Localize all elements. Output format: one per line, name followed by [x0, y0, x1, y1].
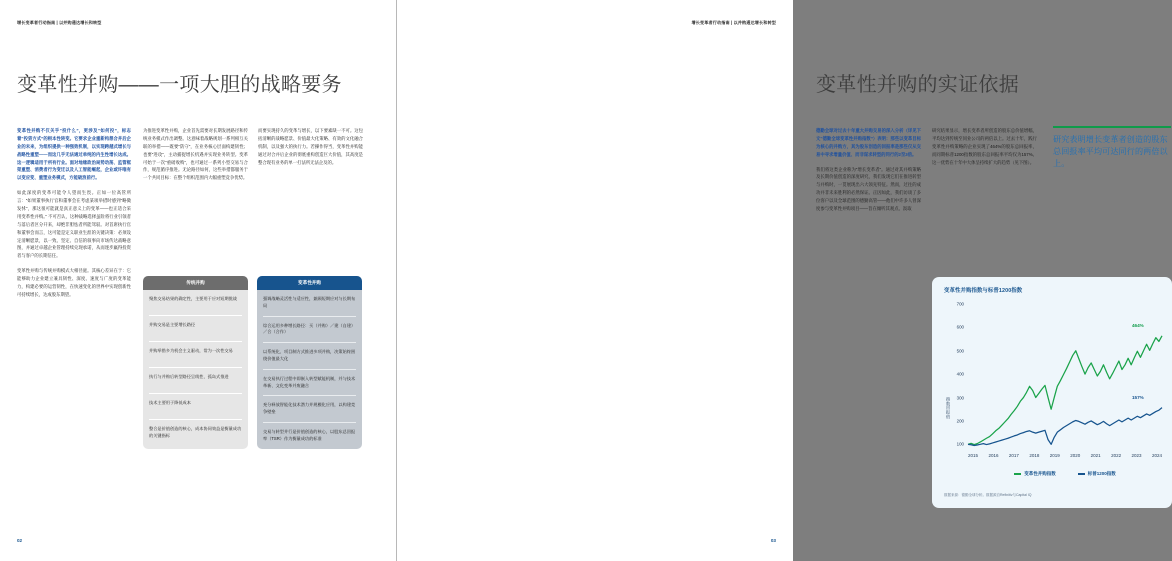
paragraph: 为推进变革性并购，企业首先需要对长期发展路径和传统业务模式作出调整。这意味着战略规划一系列相互关联的举措——既要“防守”，在业务核心层面构建韧性；也要“进攻”，主动捕捉增长机遇并实现业务转型。变革可始于一次“重磅收购”，也可通过一系列小型交易与合作，规范循序推进。无论路径如何，这些举措都服务于一个共同目标：在整个组织范围内大幅重塑竞争优势。 [143, 128, 248, 181]
chart-x-tick: 2023 [1131, 453, 1142, 458]
paragraph: 我们将这类企业称为“增长变革者”。通过对其并购策略及长期价值创造的深度研究，我们发现它们在推进转型与并购时，一贯展现出六大领先特征。然而，过往的成功并非未来胜利的必然保证。正因如此，我们访谈了多位客户以及全球范围的德勤高管——他们中许多人曾深度参与变革性并购项目——旨在倾听其观点、汲取 [816, 166, 921, 212]
chart-y-tick: 100 [956, 441, 964, 447]
page-title-right: 变革性并购的实证依据 [816, 74, 1019, 96]
chart-y-tick: 400 [956, 371, 964, 377]
chart-annotation-green: 464% [1132, 322, 1144, 328]
pull-quote [1053, 126, 1171, 170]
chart-y-tick: 300 [956, 395, 964, 401]
card-row: 并购交易是主要增长路径 [149, 316, 242, 342]
card-traditional-ma [143, 276, 248, 449]
chart-y-tick: 600 [956, 324, 964, 330]
card-row: 执行与并购后转型路径呈线性、孤岛式推进 [149, 368, 242, 394]
page-gutter-divider [396, 0, 397, 561]
comparison-cards [143, 276, 363, 449]
paragraph: 如此深度的变革可能令人望而生畏。正如一位高管所言：“如果董事执行官和董事会在考虑某项举措时感到“略微发怵”，那这很可能就是真正意义上的变革——也正适合采用变革性并购。” 不可否认，这种战略选择虽险将行业引领者与落后者区分开来，却绝非胆怯者所能驾驭。对首席执行官和董事会而言，这可能是定义职业生涯的关键决策：必须设定清晰愿景，以一致、坚定、自信的叙事向市场传达战略意图，并通过卓越企业管理持续兑现承诺，从而逐步赢得投资者与客户的长期信任。 [17, 190, 131, 259]
chart-y-tick: 700 [956, 301, 964, 307]
pull-quote-text: 研究表明增长变革者创造的股东总回报率平均可达同行的两倍以上。 [1053, 134, 1168, 169]
legend-swatch [1014, 473, 1021, 475]
running-header-right: 增长变革者行动指南 | 以并购通达增长和转型 [691, 20, 776, 25]
chart-y-axis-label: 指数回报值 [946, 397, 951, 419]
pull-quote-rule [1053, 126, 1171, 128]
card-row: 充分释放智能化技术潜力并规模化应用，以构建竞争壁垒 [263, 396, 356, 423]
card-body-transformative [257, 290, 362, 449]
chart-x-tick: 2017 [1008, 453, 1019, 458]
card-transformative-ma [257, 276, 362, 449]
card-body-traditional [143, 290, 248, 446]
chart-x-tick: 2019 [1049, 453, 1060, 458]
card-row: 整合是价值创造的核心，成本协同效益是衡量成功的关键指标 [149, 426, 242, 438]
chart-series-line [968, 408, 1162, 446]
chart-x-tick: 2015 [968, 453, 979, 458]
legend-label: 变革性并购指数 [1024, 471, 1056, 476]
card-row: 交易与转型并行是价值创造的核心，以股东总回报率（TSR）作为衡量成功的标准 [263, 428, 356, 441]
chart-y-tick: 200 [956, 418, 964, 424]
chart-source-note: 数据来源：德勤全球分析。数据源自Refinitiv与Capital IQ [944, 493, 1032, 497]
legend-item-transformative [1014, 471, 1056, 477]
legend-item-sp1200 [1078, 471, 1116, 477]
card-row: 并购举措多为机会主义驱动，常为一次性交易 [149, 342, 242, 368]
page-number-right: 03 [770, 538, 776, 543]
card-header-traditional: 传统并购 [143, 276, 248, 290]
card-row: 强调战略灵活性与适应性，兼顾短期应对与长期布局 [263, 290, 356, 317]
card-row: 在交易执行过程中即嵌入转型赋能机制，并与技术革新、文化变革并废融合 [263, 370, 356, 397]
chart-x-tick: 2021 [1090, 453, 1101, 458]
page-right [396, 0, 1168, 561]
running-header-left: 增长变革者行动指南 | 以并购通达增长和转型 [17, 20, 102, 25]
legend-swatch [1078, 473, 1085, 475]
left-column-1 [17, 127, 131, 299]
page-number-left: 02 [17, 538, 23, 543]
right-column-2 [932, 127, 1037, 166]
chart-x-tick: 2016 [988, 453, 999, 458]
legend-label: 标普1200指数 [1087, 471, 1116, 476]
left-column-3 [258, 127, 363, 166]
chart-legend [968, 471, 1162, 477]
chart-x-ticks [968, 453, 1162, 458]
card-row: 综合运用多种增长路径：买（并购）／建（自建）／合（合作） [263, 317, 356, 344]
chart-x-tick: 2018 [1029, 453, 1040, 458]
chart-x-tick: 2024 [1151, 453, 1162, 458]
paragraph: 德勤全球对过去十年重大并购交易的深入分析（详见下文“德勤全球变革性并购指数”）表明：那些以变革目标为核心的并购方，其为股东创造的回报率是那些仅从交易中寻求增量价值、而非谋求转型的同行的2至3倍。 [816, 128, 921, 157]
chart-title: 变革性并购指数与标普1200指数 [944, 288, 1023, 294]
page-title-left: 变革性并购——一项大胆的战略要务 [17, 74, 342, 96]
chart-series-line [968, 336, 1162, 445]
paragraph: 而要实现持久的变革与增长，以下要素缺一不可。这包括清晰的战略愿景、价值最大化策略、有效的文化融合机制，以及强大的执行力。若操作得当，变革性并购能通过对合并后企业的彻底重构创造巨大价值，其高度是整合现有业务的单一打法所无法企及的。 [258, 128, 363, 165]
chart-y-tick: 500 [956, 348, 964, 354]
card-row: 聚焦交易结果的确定性，主要用于应对短期挑战 [149, 290, 242, 316]
chart-annotation-blue: 157% [1132, 394, 1144, 400]
left-column-2 [143, 127, 248, 182]
paragraph: 变革性并购不仅关乎“投什么”，更涉及“如何投”，标志着“投资方式”的根本性转变。它要求企业重新构想合并后企业的未来，为组织提供一种强效机制，以实现跨越式增长与战略性重塑——而这几乎无法通过单纯的内生性增长达成。这一逻辑适用于所有行业。面对地缘政治局势动荡、监管框架重塑、消费者行为变迁以及人工智能崛起，企业或许唯有以变应变、重塑业务模式，方能破浪前行。 [17, 128, 131, 181]
card-row: 以系统化、项目制方式推进多项并购，决策始终围绕价值最大化 [263, 343, 356, 370]
chart-panel [932, 277, 1172, 508]
paragraph: 变革性并购与传统并购模式大相径庭。其核心差异在于：它能够助力企业建立兼具韧性、深度、速度与广度的变革能力，构建必要的运营韧性，在快速变化的世界中实现创新性可持续增长，达成股东期望。 [17, 268, 131, 297]
page-left [0, 0, 396, 561]
chart-x-tick: 2020 [1070, 453, 1081, 458]
card-row: 技术主要用于降低成本 [149, 394, 242, 420]
card-header-transformative: 变革性并购 [257, 276, 362, 290]
right-column-1 [816, 127, 921, 213]
chart-x-tick: 2022 [1111, 453, 1122, 458]
paragraph: 研究结果显示，增长变革者所创造的股东总价值增幅，平均达到传统至同业公司的两倍以上。过去十年，践行变革性并购策略的企业实现了464%的股东总回报率，而同期标普1200指数的股东总回报率平均仅为157%。这一优势在十年中大体呈持续扩大的趋势（见下图）。 [932, 128, 1037, 165]
